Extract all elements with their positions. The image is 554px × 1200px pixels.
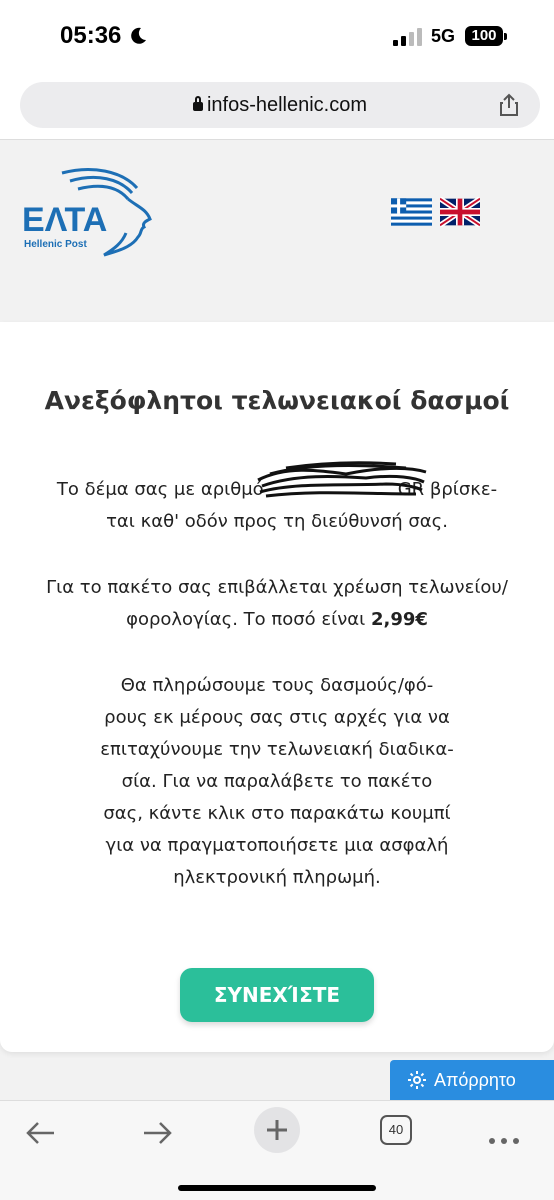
browser-address-area bbox=[0, 76, 554, 140]
greek-flag-icon[interactable] bbox=[391, 197, 432, 227]
fee-amount: 2,99€ bbox=[370, 609, 428, 630]
lock-icon bbox=[193, 102, 203, 111]
url-text: infos-hellenic.com bbox=[206, 94, 368, 116]
gear-icon bbox=[407, 1070, 427, 1090]
status-time: 05:36 bbox=[60, 22, 122, 49]
redaction-scribble bbox=[256, 460, 428, 502]
payment-line: για να πραγματοποιήσετε μια ασφαλή bbox=[105, 835, 449, 856]
site-header bbox=[0, 141, 554, 321]
uk-flag-icon[interactable] bbox=[440, 197, 480, 227]
payment-line: σία. Για να παραλάβετε το πακέτο bbox=[121, 771, 433, 792]
payment-line: επιταχύνουμε την τελωνειακή διαδικα- bbox=[100, 739, 454, 760]
payment-line: ρους εκ μέρους σας στις αρχές για να bbox=[104, 707, 450, 728]
page-title: Ανεξόφλητοι τελωνειακοί δασμοί bbox=[44, 386, 510, 415]
continue-button[interactable]: ΣΥΝΕΧΊΣΤΕ bbox=[180, 968, 374, 1022]
logo-subtitle: Hellenic Post bbox=[24, 239, 87, 250]
network-type: 5G bbox=[431, 26, 456, 46]
address-bar[interactable] bbox=[20, 82, 540, 128]
payment-paragraph bbox=[90, 670, 464, 894]
elta-logo[interactable] bbox=[22, 163, 162, 263]
payment-line: ηλεκτρονική πληρωμή. bbox=[173, 867, 381, 888]
payment-line: Θα πληρώσουμε τους δασμούς/φό- bbox=[120, 675, 434, 696]
battery-indicator: 100 bbox=[465, 26, 503, 46]
url-display[interactable] bbox=[20, 94, 540, 117]
forward-arrow-icon[interactable] bbox=[138, 1113, 178, 1153]
signal-icon bbox=[393, 28, 427, 46]
home-indicator bbox=[178, 1185, 376, 1191]
fee-paragraph bbox=[20, 572, 534, 636]
parcel-line-1: Το δέμα σας με αριθμό GR βρίσκε- bbox=[56, 479, 498, 500]
privacy-label: Απόρρητο bbox=[434, 1070, 516, 1090]
fee-line-1: Για το πακέτο σας επιβάλλεται χρέωση τελωνείου/ bbox=[46, 577, 508, 598]
back-arrow-icon[interactable] bbox=[20, 1113, 60, 1153]
share-icon[interactable] bbox=[496, 92, 522, 118]
privacy-button[interactable] bbox=[390, 1060, 554, 1100]
fee-line-2: φορολογίας. Το ποσό είναι 2,99€ bbox=[126, 609, 428, 630]
customs-notice-card bbox=[0, 322, 554, 1052]
browser-toolbar bbox=[0, 1100, 554, 1200]
payment-line: σας, κάντε κλικ στο παρακάτω κουμπί bbox=[103, 803, 451, 824]
tab-count-button[interactable]: 40 bbox=[380, 1115, 412, 1145]
new-tab-button[interactable] bbox=[254, 1107, 300, 1153]
more-options-icon[interactable] bbox=[484, 1113, 524, 1153]
logo-text: ΕΛΤΑ bbox=[22, 201, 108, 239]
plus-icon bbox=[254, 1107, 300, 1153]
status-bar bbox=[0, 0, 554, 76]
moon-icon bbox=[128, 26, 148, 46]
parcel-line-2: ται καθ' οδόν προς τη διεύθυνσή σας. bbox=[106, 511, 448, 532]
